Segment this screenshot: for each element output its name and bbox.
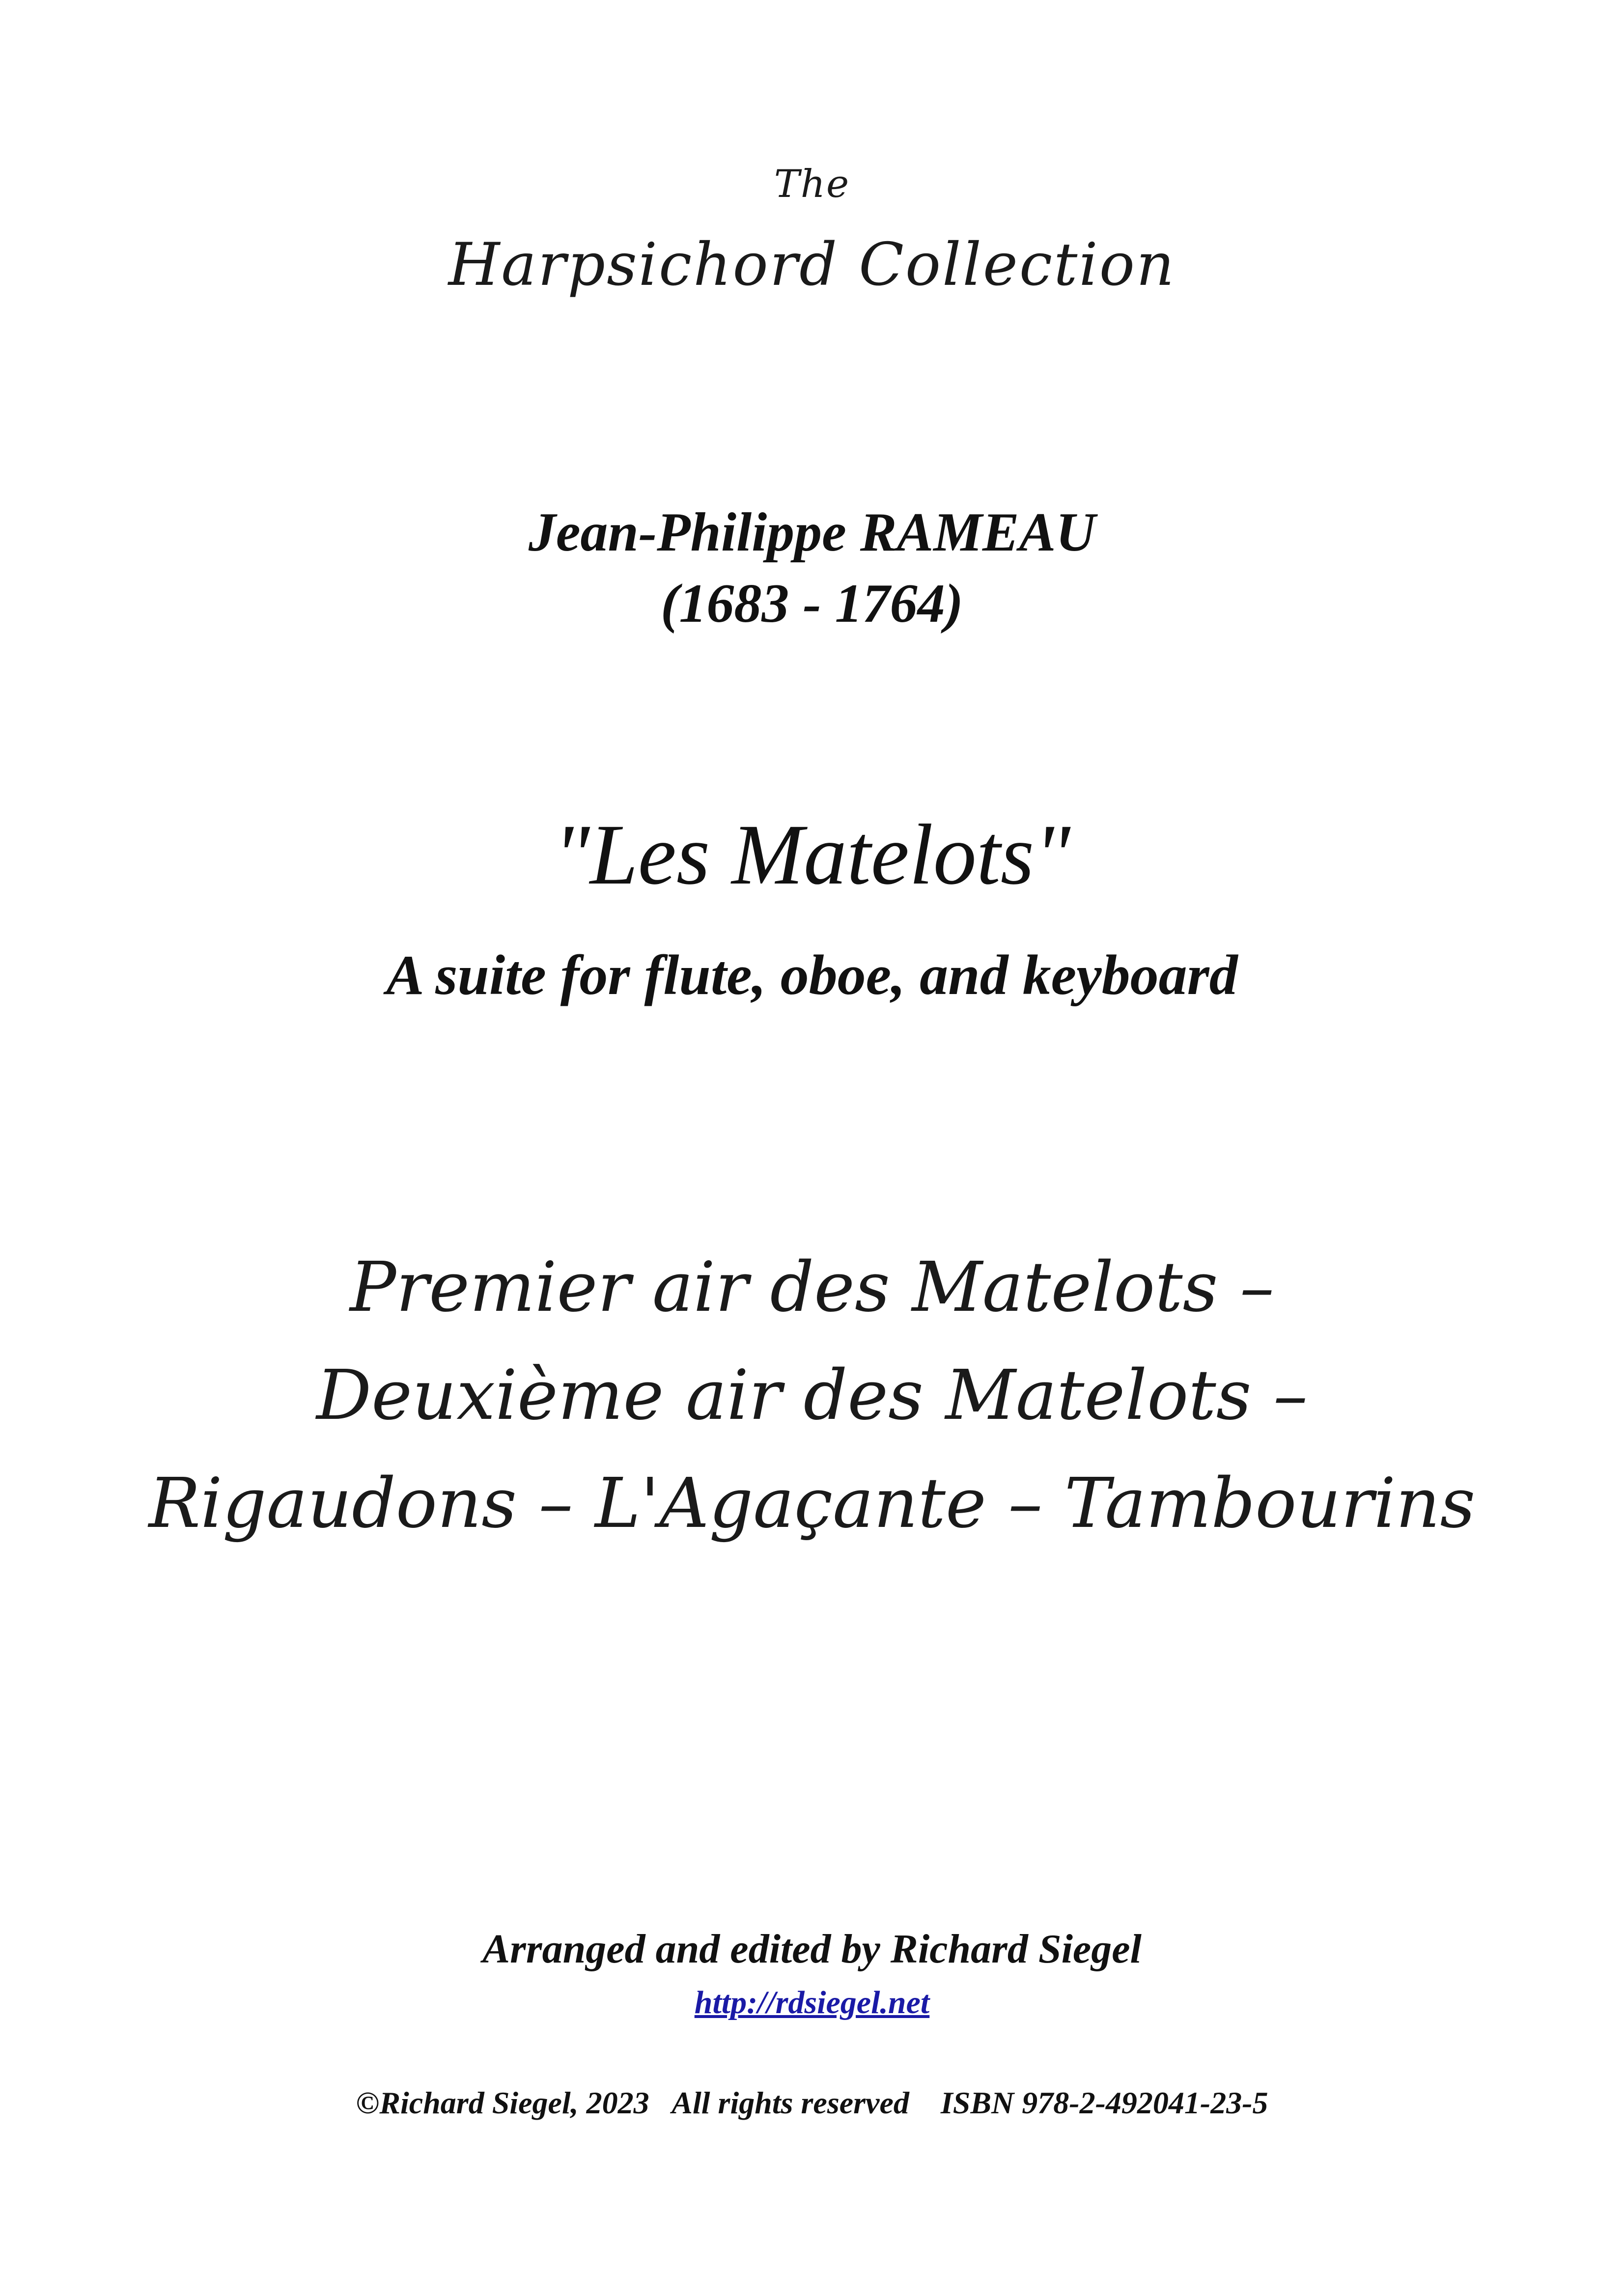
work-title: "Les Matelots" (553, 807, 1071, 903)
movement-line-2: Deuxième air des Matelots – (316, 1355, 1308, 1436)
composer-name: Jean-Philippe RAMEAU (528, 502, 1096, 563)
movement-line-3: Rigaudons – L'Agaçante – Tambourins (148, 1464, 1476, 1544)
arranger-credit: Arranged and edited by Richard Siegel (482, 1926, 1142, 1972)
website-link[interactable]: http://rdsiegel.net (694, 1985, 930, 2020)
work-subtitle: A suite for flute, oboe, and keyboard (386, 944, 1238, 1007)
collection-header-article: The (774, 162, 850, 206)
composer-dates: (1683 - 1764) (661, 573, 963, 634)
copyright-notice: ©Richard Siegel, 2023 All rights reserved ISBN 978-2-492041-23-5 (356, 2085, 1268, 2120)
collection-header-title: Harpsichord Collection (448, 231, 1176, 299)
movement-line-1: Premier air des Matelots – (350, 1247, 1274, 1328)
